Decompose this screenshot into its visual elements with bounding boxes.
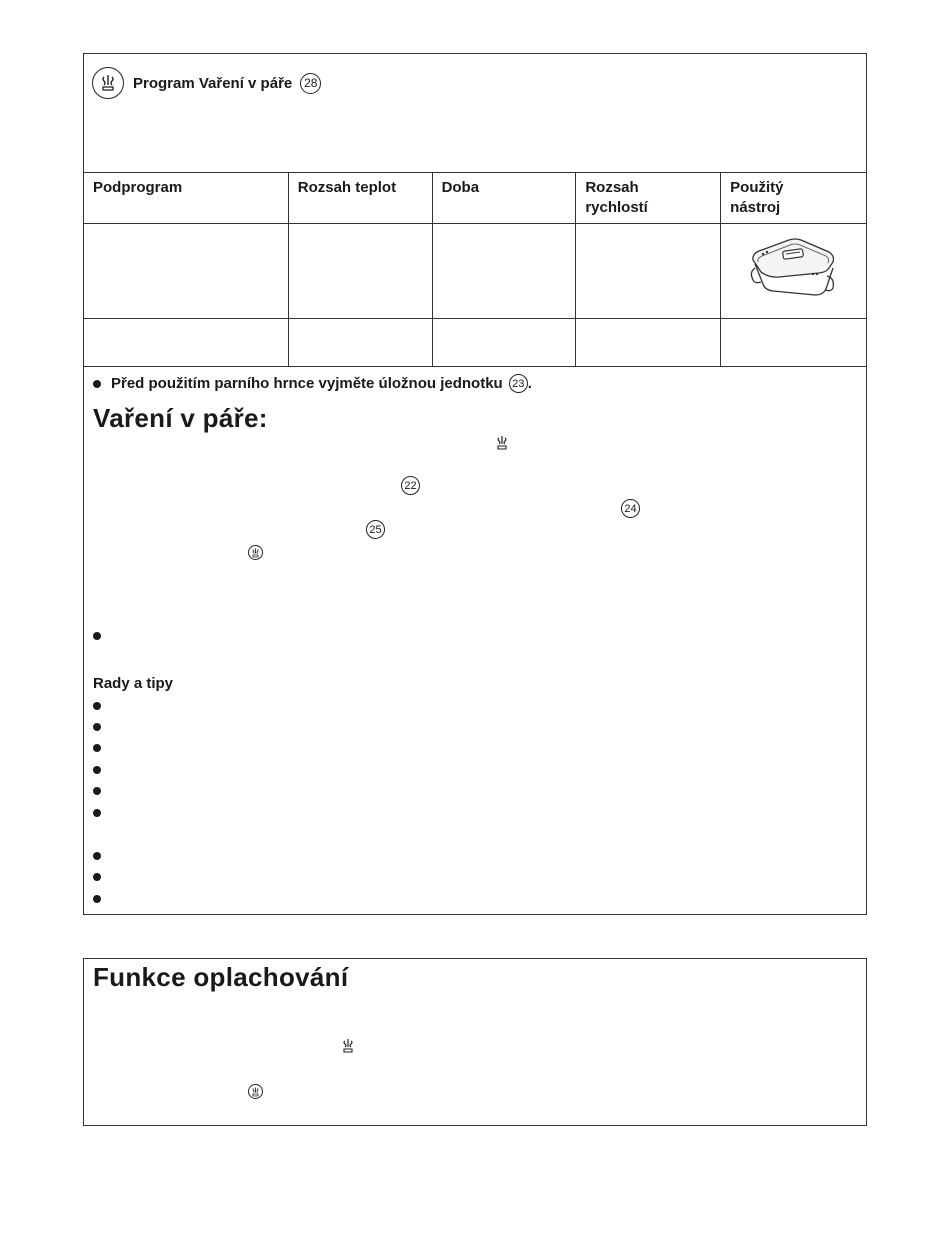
program-header	[92, 67, 321, 99]
header-rozsah-teplot: Rozsah teplot	[288, 173, 432, 224]
steam-program-icon	[92, 67, 124, 99]
bullet	[93, 766, 101, 774]
header-doba: Doba	[432, 173, 576, 224]
tips-title: Rady a tipy	[93, 675, 174, 692]
table-cell	[432, 319, 576, 367]
storage-note-end: .	[527, 375, 532, 392]
bullet	[93, 852, 101, 860]
program-title: Program Vaření v páře	[133, 74, 293, 92]
header-pouzity-nastroj	[721, 173, 867, 224]
bullet	[93, 632, 101, 640]
rinse-function-panel	[83, 958, 867, 1126]
table-cell	[576, 319, 721, 367]
table-cell	[721, 319, 867, 367]
header-podprogram: Podprogram	[84, 173, 289, 224]
header-rozsah-rychlosti-line1: Rozsah	[585, 179, 639, 196]
bullet	[93, 744, 101, 752]
ref-number-25: 25	[366, 520, 385, 539]
bullet	[93, 895, 101, 903]
table-cell	[432, 224, 576, 319]
steam-button-icon	[248, 545, 263, 560]
program-ref-number: 28	[300, 73, 321, 94]
ref-number-22: 22	[401, 476, 420, 495]
bullet	[93, 873, 101, 881]
table-row	[84, 224, 867, 319]
table-cell	[288, 224, 432, 319]
steam-section-title: Vaření v páře:	[93, 403, 268, 433]
steam-button-icon	[248, 1084, 263, 1099]
tool-cell	[721, 224, 867, 319]
table-cell	[84, 224, 289, 319]
table-row	[84, 319, 867, 367]
storage-ref-number: 23	[509, 374, 528, 393]
table-cell	[84, 319, 289, 367]
program-table	[83, 172, 867, 367]
bullet	[93, 723, 101, 731]
header-pouzity-nastroj-line1: Použitý	[730, 179, 784, 196]
ref-number-24: 24	[621, 499, 640, 518]
header-pouzity-nastroj-line2: nástroj	[730, 199, 781, 216]
bullet	[93, 809, 101, 817]
bullet	[93, 787, 101, 795]
steam-program-panel	[83, 53, 867, 915]
steamer-basket-icon	[749, 234, 837, 302]
storage-note-text: Před použitím parního hrnce vyjměte úložnou jednotku	[111, 375, 503, 392]
header-rozsah-rychlosti-line2: rychlostí	[585, 199, 648, 216]
rinse-section-title: Funkce oplachování	[93, 962, 349, 992]
bullet	[93, 380, 101, 388]
table-cell	[576, 224, 721, 319]
steam-icon	[495, 435, 509, 451]
table-cell	[288, 319, 432, 367]
bullet	[93, 702, 101, 710]
table-header-row	[84, 173, 867, 224]
header-rozsah-rychlosti	[576, 173, 721, 224]
steam-icon	[341, 1038, 355, 1054]
storage-note	[93, 374, 532, 393]
